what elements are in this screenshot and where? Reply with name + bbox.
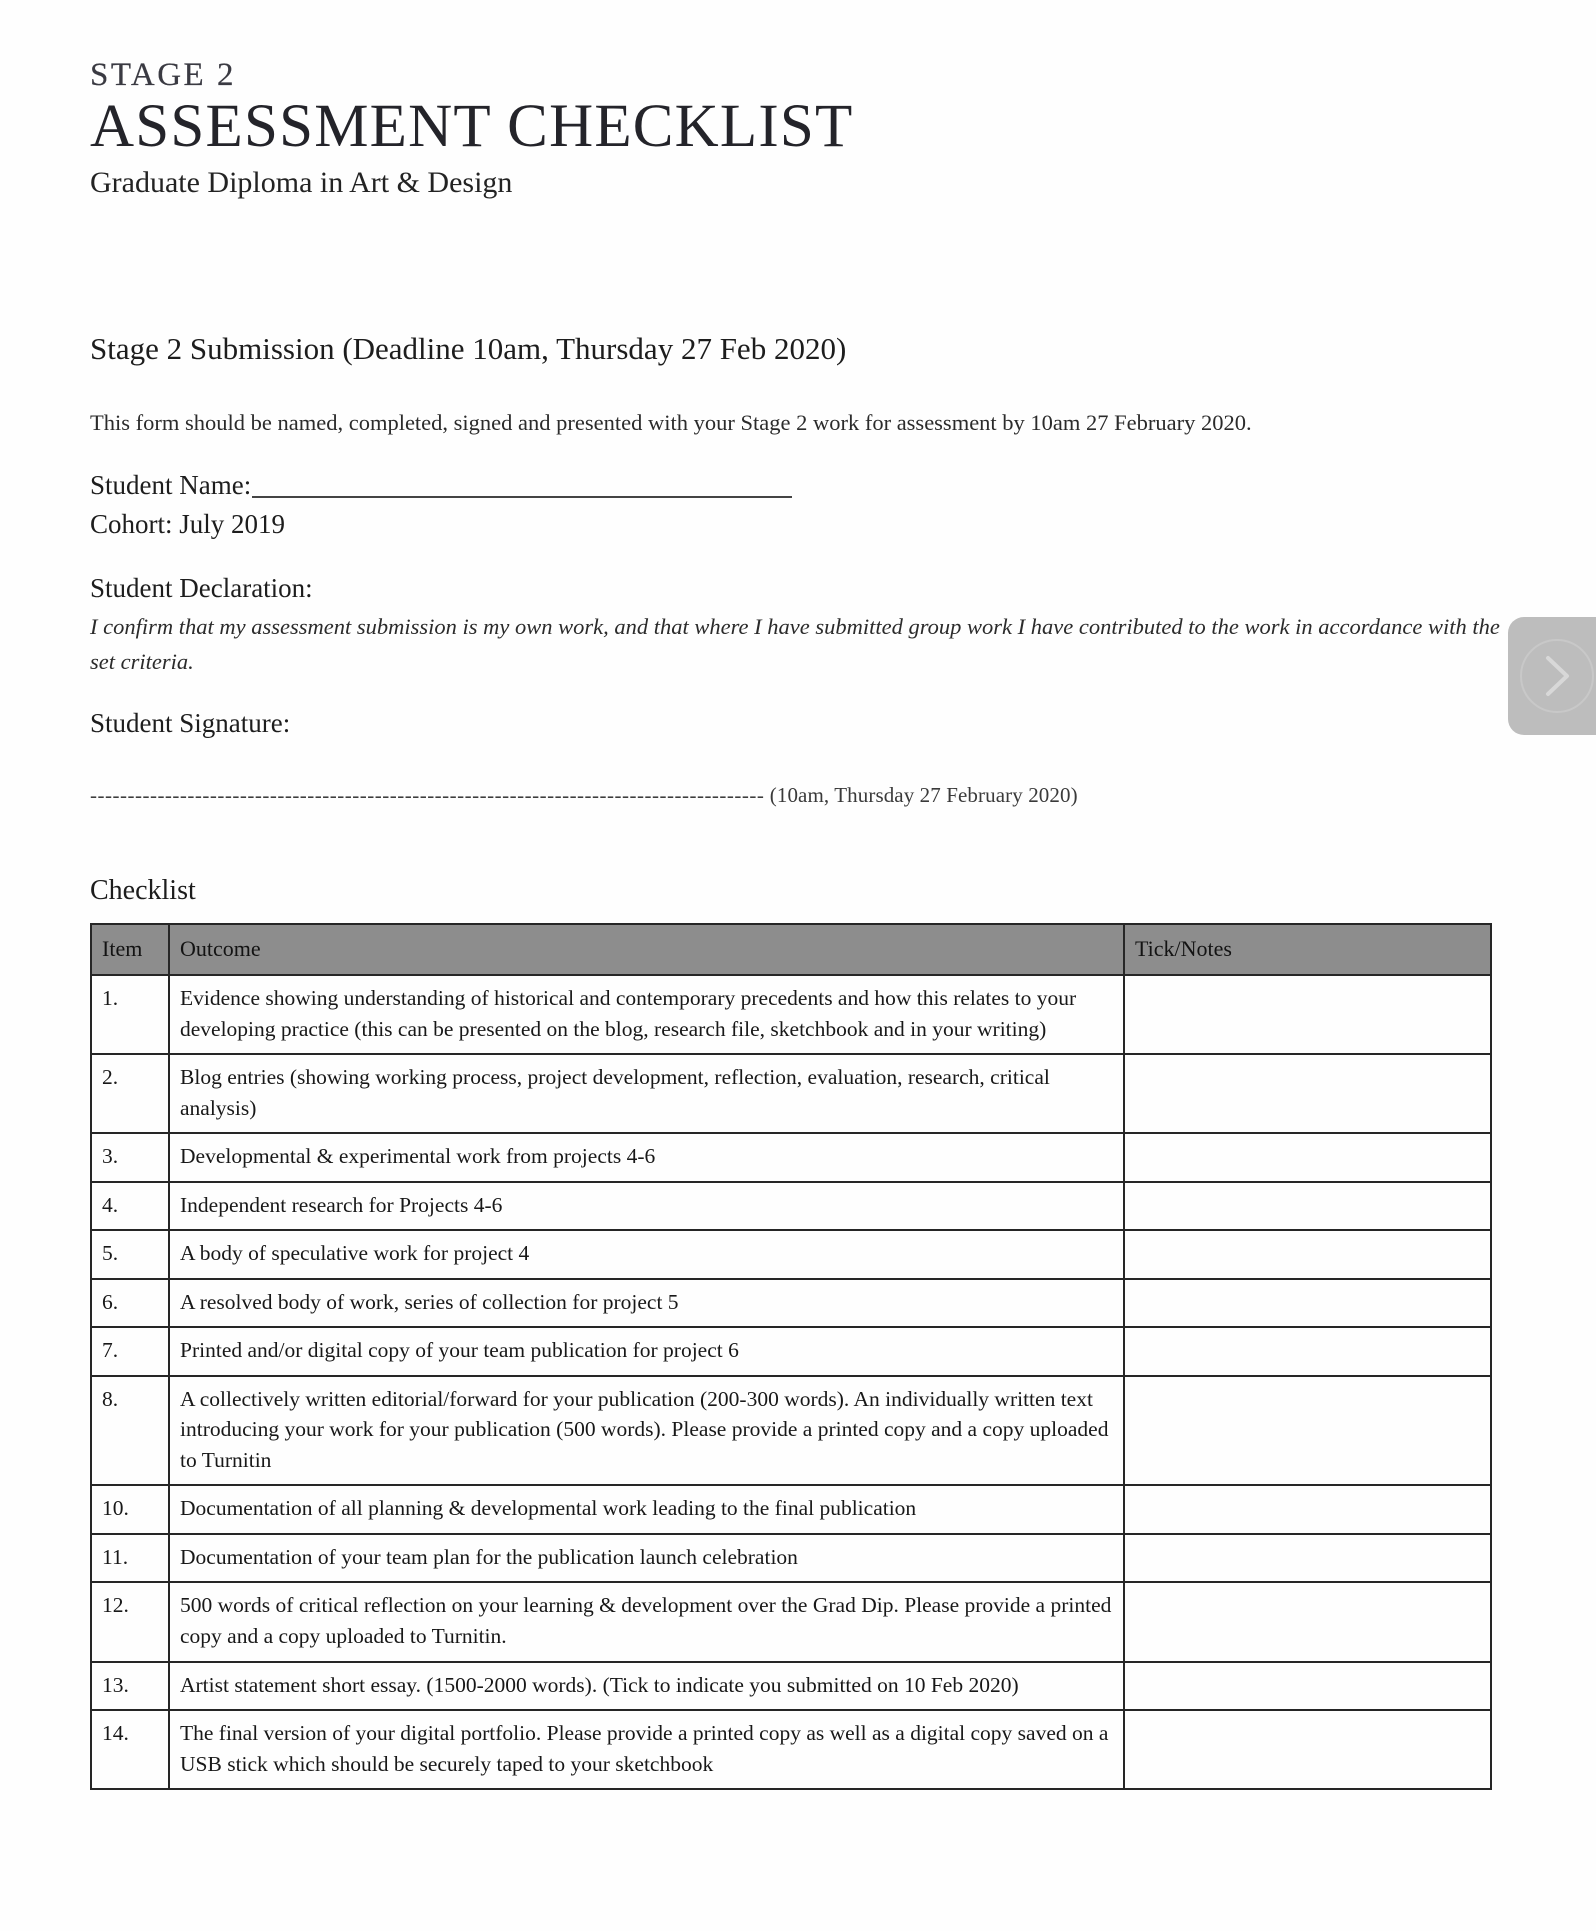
submission-heading: Stage 2 Submission (Deadline 10am, Thursday 27 Feb 2020) (90, 330, 847, 366)
column-header-item: Item (91, 924, 169, 975)
cell-item: 10. (91, 1485, 169, 1534)
table-row (91, 1182, 1491, 1231)
spacer (90, 440, 1506, 466)
spacer (90, 544, 1506, 570)
cell-tick-notes[interactable] (1124, 1182, 1491, 1231)
cohort-line: Cohort: July 2019 (90, 508, 286, 539)
cell-item: 12. (91, 1582, 169, 1661)
cell-tick-notes[interactable] (1124, 975, 1491, 1054)
spacer (90, 205, 1506, 329)
column-header-tick: Tick/Notes (1124, 924, 1491, 975)
spacer (90, 743, 1506, 781)
cell-item: 5. (91, 1230, 169, 1279)
cell-tick-notes[interactable] (1124, 1710, 1491, 1789)
cell-tick-notes[interactable] (1124, 1662, 1491, 1711)
cell-item: 7. (91, 1327, 169, 1376)
cell-item: 14. (91, 1710, 169, 1789)
checklist-table (90, 923, 1492, 1790)
page-title: ASSESSMENT CHECKLIST (90, 92, 854, 160)
cell-item: 4. (91, 1182, 169, 1231)
cell-outcome: Artist statement short essay. (1500-2000 words). (Tick to indicate you submitted on 10 Feb 2020) (169, 1662, 1124, 1711)
signature-line (90, 781, 1506, 810)
cell-item: 13. (91, 1662, 169, 1711)
cell-tick-notes[interactable] (1124, 1230, 1491, 1279)
cell-tick-notes[interactable] (1124, 1279, 1491, 1328)
cell-tick-notes[interactable] (1124, 1582, 1491, 1661)
table-row (91, 1133, 1491, 1182)
table-row (91, 1054, 1491, 1133)
cell-tick-notes[interactable] (1124, 1376, 1491, 1486)
cell-item: 3. (91, 1133, 169, 1182)
table-row (91, 1662, 1491, 1711)
cell-outcome: A collectively written editorial/forward for your publication (200-300 words). An individually written text introducing your work for your publication (500 words). Please provide a printed copy and a copy uploaded to Turnitin (169, 1376, 1124, 1486)
table-row (91, 1485, 1491, 1534)
cell-item: 8. (91, 1376, 169, 1486)
signature-date: (10am, Thursday 27 February 2020) (769, 783, 1078, 808)
table-row (91, 975, 1491, 1054)
masthead (90, 58, 1506, 201)
checklist-heading: Checklist (90, 874, 196, 906)
cell-item: 2. (91, 1054, 169, 1133)
signature-label: Student Signature: (90, 708, 291, 739)
table-row (91, 1279, 1491, 1328)
checklist-table-body (91, 975, 1491, 1789)
cell-outcome: A resolved body of work, series of collection for project 5 (169, 1279, 1124, 1328)
cell-item: 1. (91, 975, 169, 1054)
cell-outcome: Independent research for Projects 4-6 (169, 1182, 1124, 1231)
table-row (91, 1327, 1491, 1376)
table-row (91, 1376, 1491, 1486)
cell-tick-notes[interactable] (1124, 1133, 1491, 1182)
cell-outcome: The final version of your digital portfolio. Please provide a printed copy as well as a digital copy saved on a USB stick which should be securely taped to your sketchbook (169, 1710, 1124, 1789)
cell-outcome: A body of speculative work for project 4 (169, 1230, 1124, 1279)
table-row (91, 1582, 1491, 1661)
signature-rule[interactable]: ------------------------------------------------------------------------------------------ (90, 783, 765, 808)
table-row (91, 1710, 1491, 1789)
cell-tick-notes[interactable] (1124, 1485, 1491, 1534)
cell-tick-notes[interactable] (1124, 1534, 1491, 1583)
cell-outcome: Documentation of your team plan for the publication launch celebration (169, 1534, 1124, 1583)
student-name-input[interactable] (252, 496, 792, 498)
next-page-button[interactable] (1508, 617, 1596, 735)
student-name-label: Student Name: (90, 469, 252, 500)
cell-outcome: Documentation of all planning & developmental work leading to the final publication (169, 1485, 1124, 1534)
chevron-right-icon (1520, 639, 1594, 713)
table-row (91, 1534, 1491, 1583)
cell-outcome: Developmental & experimental work from projects 4-6 (169, 1133, 1124, 1182)
cell-tick-notes[interactable] (1124, 1054, 1491, 1133)
cell-outcome: Printed and/or digital copy of your team publication for project 6 (169, 1327, 1124, 1376)
table-header-row (91, 924, 1491, 975)
spacer (90, 811, 1506, 873)
column-header-outcome: Outcome (169, 924, 1124, 975)
document-subtitle: Graduate Diploma in Art & Design (90, 165, 513, 199)
cell-outcome: 500 words of critical reflection on your learning & development over the Grad Dip. Please provide a printed copy and a copy uploaded to Turnitin. (169, 1582, 1124, 1661)
intro-paragraph: This form should be named, completed, signed and presented with your Stage 2 work for assessment by 10am 27 February 2020. (90, 409, 1252, 435)
cell-tick-notes[interactable] (1124, 1327, 1491, 1376)
cell-outcome: Blog entries (showing working process, project development, reflection, evaluation, research, critical analysis) (169, 1054, 1124, 1133)
declaration-label: Student Declaration: (90, 572, 313, 603)
spacer (90, 369, 1506, 407)
spacer (90, 679, 1506, 705)
document-kicker: STAGE 2 (90, 57, 236, 93)
cell-item: 11. (91, 1534, 169, 1583)
cell-outcome: Evidence showing understanding of historical and contemporary precedents and how this relates to your developing practice (this can be presented on the blog, research file, sketchbook and in your writing) (169, 975, 1124, 1054)
cell-item: 6. (91, 1279, 169, 1328)
student-name-field (90, 466, 1506, 505)
declaration-text: I confirm that my assessment submission is my own work, and that where I have submitted group work I have contributed to the work in accordance with the set criteria. (90, 613, 1500, 674)
table-row (91, 1230, 1491, 1279)
